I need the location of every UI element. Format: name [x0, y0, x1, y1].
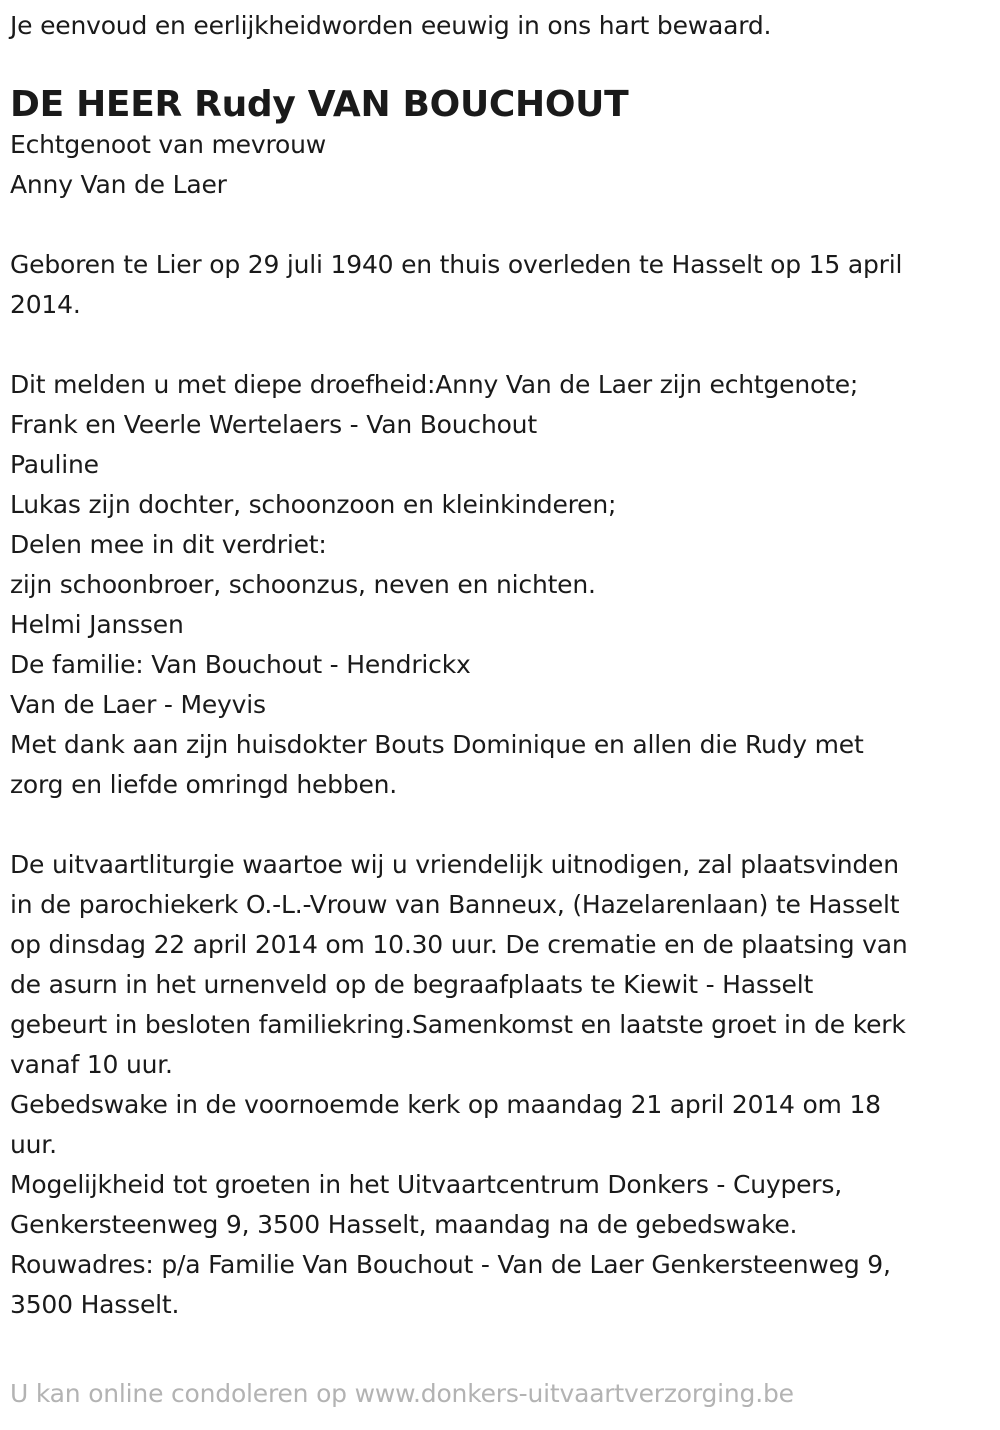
family-line: zorg en liefde omringd hebben. [10, 770, 398, 799]
ceremony-line: 3500 Hasselt. [10, 1290, 180, 1319]
ceremony-block [10, 845, 995, 1325]
deceased-name-heading: DE HEER Rudy VAN BOUCHOUT [10, 84, 629, 125]
ceremony-line: op dinsdag 22 april 2014 om 10.30 uur. De crematie en de plaatsing van [10, 930, 908, 959]
spouse-block [10, 125, 995, 205]
family-line: Frank en Veerle Wertelaers - Van Bouchout [10, 410, 537, 439]
ceremony-line: in de parochiekerk O.-L.-Vrouw van Banneux, (Hazelarenlaan) te Hasselt [10, 890, 900, 919]
online-condolence-link[interactable]: U kan online condoleren op www.donkers-uitvaartverzorging.be [10, 1379, 794, 1408]
ceremony-line: de asurn in het urnenveld op de begraafplaats te Kiewit - Hasselt [10, 970, 814, 999]
family-line: Pauline [10, 450, 99, 479]
ceremony-line: Gebedswake in de voornoemde kerk op maandag 21 april 2014 om 18 [10, 1090, 881, 1119]
ceremony-line: Mogelijkheid tot groeten in het Uitvaartcentrum Donkers - Cuypers, [10, 1170, 842, 1199]
family-line: Delen mee in dit verdriet: [10, 530, 327, 559]
ceremony-line: Genkersteenweg 9, 3500 Hasselt, maandag na de gebedswake. [10, 1210, 798, 1239]
family-line: Lukas zijn dochter, schoonzoon en kleinkinderen; [10, 490, 617, 519]
family-line: Van de Laer - Meyvis [10, 690, 266, 719]
spacer [10, 805, 995, 845]
spouse-line: Anny Van de Laer [10, 170, 227, 199]
spouse-line: Echtgenoot van mevrouw [10, 130, 326, 159]
ceremony-line: Rouwadres: p/a Familie Van Bouchout - Van de Laer Genkersteenweg 9, [10, 1250, 891, 1279]
spacer [10, 325, 995, 365]
family-line: De familie: Van Bouchout - Hendrickx [10, 650, 471, 679]
ceremony-line: uur. [10, 1130, 57, 1159]
ceremony-line: vanaf 10 uur. [10, 1050, 173, 1079]
spacer [10, 205, 995, 245]
birth-death-line: 2014. [10, 290, 81, 319]
obituary-notice [10, 6, 995, 1325]
family-line: zijn schoonbroer, schoonzus, neven en nichten. [10, 570, 596, 599]
ceremony-line: gebeurt in besloten familiekring.Samenkomst en laatste groet in de kerk [10, 1010, 906, 1039]
family-line: Helmi Janssen [10, 610, 184, 639]
family-line: Met dank aan zijn huisdokter Bouts Dominique en allen die Rudy met [10, 730, 864, 759]
family-line: Dit melden u met diepe droefheid:Anny Van de Laer zijn echtgenote; [10, 370, 859, 399]
birth-death-line: Geboren te Lier op 29 juli 1940 en thuis overleden te Hasselt op 15 april [10, 250, 903, 279]
intro-quote: Je eenvoud en eerlijkheidworden eeuwig in ons hart bewaard. [10, 11, 772, 40]
birth-death-block [10, 245, 995, 325]
ceremony-line: De uitvaartliturgie waartoe wij u vriendelijk uitnodigen, zal plaatsvinden [10, 850, 899, 879]
family-block [10, 365, 995, 805]
